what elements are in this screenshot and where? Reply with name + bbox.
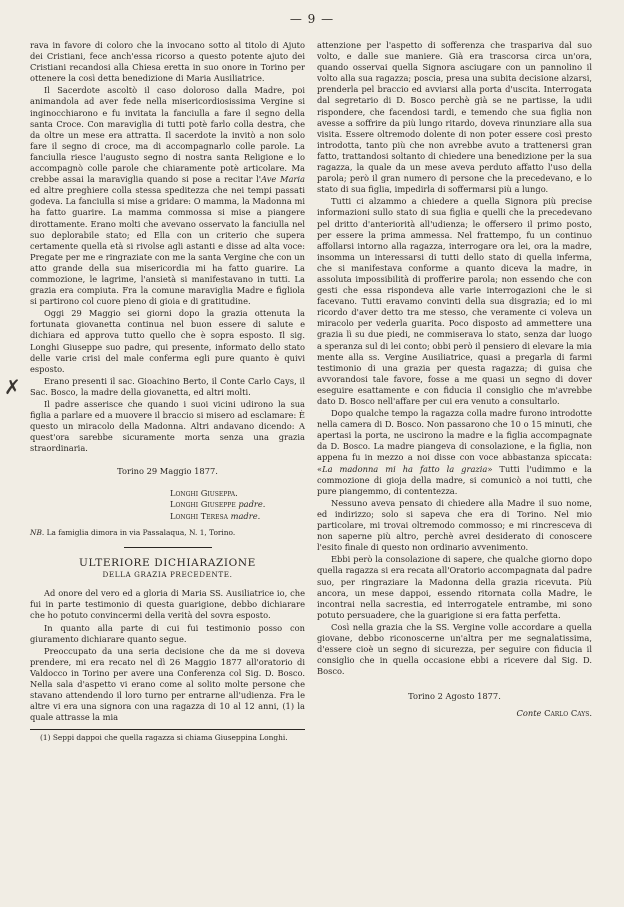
nota-bene: NB. La famiglia dimora in via Passalaqua, N. 1, Torino. xyxy=(30,528,236,538)
paragraph: Tutti ci alzammo a chiedere a quella Signora più precise informazioni sullo stato di sua figlia e quelli che la precedevano pel dritto d'anteriorità all'udienza; le offersero il primo posto, per essere la prima ammessa. Nel frattempo, fu un continuo affollarsi intorno alla ragazza, interrogare ora lei, ora la madre, insomma un interessarsi di tutti dello stato di quella inferma, che si manifestava conforme a quanto diceva la madre, in assoluta impossibilità di profferire parola; non essendo che con gesti che essa rispondeva alle varie interrogazioni che le si facevano. Tutti eravamo convinti della sua disgrazia; ed io mi ricordo d'aver detto tra me stesso, che veramente ci voleva un miracolo per vederla guarita. Poco disposto ad ammettere una grazia lì su due piedi, ne commiserava lo stato, senza dar luogo a speranza sul di lei conto; obbi però il pensiero di elevare la mia mente alla ss. Vergine Ausiliatrice, quasi a pregarla di farmi testimonio di una grazia per questa ragazza; di guisa che avvorandosi tale favore, fosse a me quasi un segno di dover eseguire esattamente e con fiducia il consiglio che m'avrebbe dato D. Bosco nell'affare per cui era venuto a consultarlo. xyxy=(317,196,592,406)
signer: Longhi Giuseppe padre. xyxy=(170,499,266,510)
paragraph: Il Sacerdote ascoltò il caso doloroso dalla Madre, poi animandola ad aver fede nella misericordiosissima Vergine si inginocchiarono e fu invitata la fanciulla a fare il segno della santa Croce. Con maraviglia di tutti potè farlo colla destra, che da oltre un mese era attratta. Il sacerdote la invitò a non solo fare il segno di croce, ma di accompagnarlo colle parole. La fanciulla riesce l'augusto segno di nostra santa Religione e lo accompagnò colle parole che chiaramente potè articolare. Ma crebbe assai la maraviglia quando si pose a recitar l'Ave Maria ed altre preghiere colla stessa speditezza che nei tempi passati godeva. La fanciulla si mise a gridare: O mamma, la Madonna mi ha fatto guarire. La mamma commossa si mise a piangere dirottamente. Erano molti che avevano osservato la fanciulla nel suo deplorabile stato; ed Ella con un criterio che supera certamente quella età si rivolse agli astanti e disse ad alta voce: Pregate per me e ringraziate con me la santa Vergine che con un atto grande della sua misericordia mi ha fatto guarire. La commozione, le lagrime, l'ansietà si manifestavano in tutti. La grazia era compiuta. Fra la comune maraviglia Madre e figliola si partirono col cuore pieno di gioia e di gratitudine. xyxy=(30,85,305,307)
signer: Longhi Giuseppa. xyxy=(170,487,238,498)
paragraph: Ebbi però la consolazione di sapere, che qualche giorno dopo quella ragazza si era recata all'Oratorio accompagnata dal padre suo, per ringraziare la Madonna della grazia ricevuta. Più ancora, un mese dappoi, essendo ritornata colla Madre, le incontrai nella sacrestia, ed interrogatele entrambe, mi sono potuto persuadere, che la guarigione si era fatta perfetta. xyxy=(317,554,592,620)
divider xyxy=(124,547,212,548)
paragraph: Erano presenti il sac. Gioachino Berto, il Conte Carlo Cays, il Sac. Bosco, la madre della giovanetta, ed altri molti. xyxy=(30,375,305,397)
page-number: — 9 — xyxy=(289,12,335,26)
paragraph: Ad onore del vero ed a gloria di Maria SS. Ausiliatrice io, che fui in parte testimonio di questa guarigione, debbo dichiarare che ho potuto convincermi della verità del sovra esposto. xyxy=(30,588,305,621)
section-title: ULTERIORE DICHIARAZIONE xyxy=(79,557,256,570)
paragraph: Dopo qualche tempo la ragazza colla madre furono introdotte nella camera di D. Bosco. Non passarono che 10 o 15 minuti, che apertasi la porta, ne uscirono la madre e la figlia accompagnate da D. Bosco. La madre piangeva di consolazione, e la figlia, non appena fu in mezzo a noi disse con voce abbastanza spiccata: «La madonna mi ha fatto la grazia» Tutti l'udimmo e la commozione di gioja della madre, si comunicò a noi tutti, che pure piangemmo, di contentezza. xyxy=(317,408,592,496)
signature: Conte Carlo Cays. xyxy=(516,708,592,719)
footnote: (1) Seppi dappoi che quella ragazza si chiama Giuseppina Longhi. xyxy=(30,729,305,743)
paragraph: Il padre asserisce che quando i suoi vicini udirono la sua figlia a parlare ed a muovere il braccio si misero ad esclamare: È questo un miracolo della Madonna. Altri andavano dicendo: A quest'ora sarebbe sicuramente morta senza una grazia straordinaria. xyxy=(30,399,305,454)
paragraph: Preoccupato da una seria decisione che da me si doveva prendere, mi era recato nel dì 26 Maggio 1877 all'oratorio di Valdocco in Torino per avere una Conferenza col Sig. D. Bosco. Nella sala d'aspetto vi erano come al solito molte persone che stavano attendendo il loro turno per entrarne all'udienza. Fra le altre vi era una signora con una ragazza di 10 al 12 anni, (1) la quale attrasse la mia xyxy=(30,645,305,723)
signer: Longhi Teresa madre. xyxy=(170,510,261,521)
paragraph: Così nella grazia che la SS. Vergine volle accordare a quella giovane, debbo riconoscerne un'altra per me segnalatissima, d'essere cioè un segno di sicurezza, per seguire con fiducia il consiglio che in quella occasione ebbi a ricevere dal Sig. D. Bosco. xyxy=(317,621,592,677)
date-line: Torino 2 Agosto 1877. xyxy=(408,691,501,702)
paragraph: Nessuno aveva pensato di chiedere alla Madre il suo nome, ed indirizzo; solo si sapeva che era di Torino. Nel mio particolare, mi trovai oltremodo commosso; e mi rincresceva di non saperne più altro, perchè avrei desiderato di conoscere l'esito finale di questo non ordinario avvenimento. xyxy=(317,497,592,553)
margin-mark: ✗ xyxy=(4,375,21,399)
left-column xyxy=(30,40,305,743)
emphasis: Ave Maria xyxy=(261,174,305,185)
section-subtitle: DELLA GRAZIA PRECEDENTE. xyxy=(102,570,233,580)
date-line: Torino 29 Maggio 1877. xyxy=(117,466,218,477)
signatures xyxy=(170,488,305,523)
paragraph: Oggi 29 Maggio sei giorni dopo la grazia ottenuta la fortunata giovanetta continua nel buon essere di salute e dichiara ed approva tutto quello che è sopra esposto. Il sig. Longhi Giuseppe suo padre, qui presente, informato dello stato delle varie crisi del male conferma egli pure quanto è quivi esposto. xyxy=(30,308,305,374)
paragraph: attenzione per l'aspetto di sofferenza che traspariva dal suo volto, e dalle sue maniere. Già era trascorsa circa un'ora, quando osservai quella Signora asciugare con un pannolino il volto alla sua ragazza; poscia, presa una subita decisione alzarsi, prenderla pel braccio ed avviarsi alla porta d'uscita. Interrogata dal segretario di D. Bosco perchè già se ne partisse, la udii rispondere, che facendosi tardi, e temendo che sua figlia non avesse a soffrire da più lungo ritardo, doveva rinunziare alla sua visita. Essere oltremodo dolente di non poter essere così presto introdotta, tanto più che non avrebbe avuto a trattenersi gran fatto, trattandosi soltanto di chiedere una benedizione per la sua ragazza, la quale da un mese aveva perduto affatto l'uso della parola; però il gran numero di persone che la precedevano, e lo stato di sua figlia, impedirla di soffermarsi più a lungo. xyxy=(317,40,592,195)
emphasis: La madonna mi ha fatto la grazia xyxy=(322,463,488,474)
paragraph: rava in favore di coloro che la invocano sotto al titolo di Ajuto dei Cristiani, fece anch'essa ricorso a questo potente ajuto dei Cristiani recandosi alla Chiesa eretta in suo onore in Torino per ottenere la così detta benedizione di Maria Ausiliatrice. xyxy=(30,40,305,84)
right-column xyxy=(317,40,592,720)
paragraph: In quanto alla parte di cui fui testimonio posso con giuramento dichiarare quanto segue. xyxy=(30,622,305,644)
